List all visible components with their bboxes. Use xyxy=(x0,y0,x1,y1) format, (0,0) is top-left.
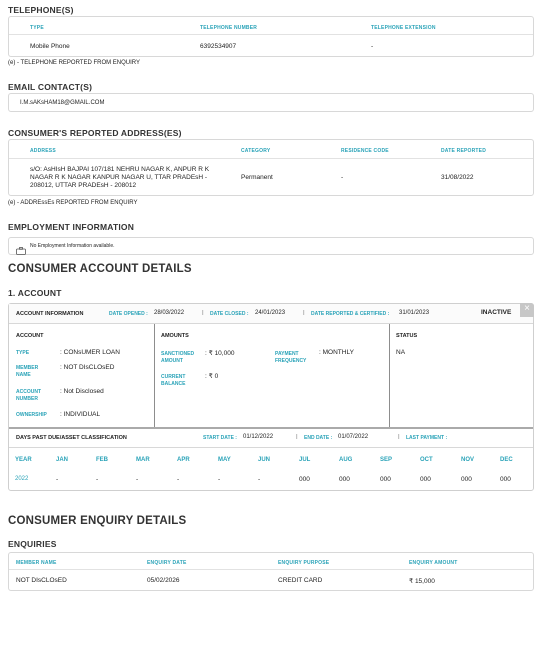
sanctioned-value: : ₹ 10,000 xyxy=(205,350,235,357)
balance-value: : ₹ 0 xyxy=(205,373,219,380)
address-line-3: 208012, UTTAR PRADEsH - 208012 xyxy=(30,182,137,189)
account-info-bar: ACCOUNT INFORMATION DATE OPENED : 28/03/2022 | DATE CLOSED : 24/01/2023 | DATE REPORTED & CERTIFIED : 31/01/2023 INACTIVE × xyxy=(9,304,533,324)
dpd-month-oct: OCT xyxy=(420,457,433,463)
dpd-value-jun: - xyxy=(258,476,261,483)
telephone-header-type: TYPE xyxy=(30,25,44,31)
enquiry-table xyxy=(8,552,534,591)
dpd-start-value: 01/12/2022 xyxy=(243,434,274,440)
dpd-month-jul: JUL xyxy=(299,457,311,463)
dpd-month-aug: AUG xyxy=(339,457,353,463)
enquiry-header-member: MEMBER NAME xyxy=(16,560,57,566)
dpd-month-apr: APR xyxy=(177,457,190,463)
telephone-header-number: TELEPHONE NUMBER xyxy=(200,25,258,31)
telephone-title: TELEPHONE(S) xyxy=(8,5,74,15)
type-label: TYPE xyxy=(16,350,30,356)
balance-label: CURRENT BALANCE xyxy=(161,374,186,387)
status-value: NA xyxy=(396,349,406,356)
account-details-title: CONSUMER ACCOUNT DETAILS xyxy=(8,263,192,275)
enquiry-amount: ₹ 15,000 xyxy=(409,578,435,585)
address-header-residence-code: RESIDENCE CODE xyxy=(341,148,389,154)
dpd-value-jan: - xyxy=(56,476,59,483)
status-badge: INACTIVE xyxy=(481,309,512,316)
type-value: : CONsUMER LOAN xyxy=(60,349,120,356)
dpd-month-mar: MAR xyxy=(136,457,150,463)
dpd-value-nov: 000 xyxy=(461,476,472,483)
dpd-label: DAYS PAST DUE/ASSET CLASSIFICATION xyxy=(16,435,127,441)
employment-title: EMPLOYMENT INFORMATION xyxy=(8,222,135,232)
dpd-year-header: YEAR xyxy=(15,457,32,463)
telephone-number: 6392534907 xyxy=(200,43,237,50)
frequency-label: PAYMENT FREQUENCY xyxy=(275,351,307,364)
telephone-header-extension: TELEPHONE EXTENSION xyxy=(371,25,436,31)
date-opened-label: DATE OPENED : xyxy=(109,311,148,317)
email-title: EMAIL CONTACT(S) xyxy=(8,82,93,92)
dpd-month-jan: JAN xyxy=(56,457,69,463)
date-certified-label: DATE REPORTED & CERTIFIED : xyxy=(311,311,390,317)
account-subtitle: 1. ACCOUNT xyxy=(8,288,62,298)
date-certified-value: 31/01/2023 xyxy=(399,310,430,316)
dpd-start-label: START DATE : xyxy=(203,435,237,441)
telephone-type: Mobile Phone xyxy=(30,43,70,50)
dpd-end-label: END DATE : xyxy=(304,435,333,441)
dpd-year-value: 2022 xyxy=(15,476,29,482)
dpd-last-payment-label: LAST PAYMENT : xyxy=(406,435,448,441)
date-closed-value: 24/01/2023 xyxy=(255,310,286,316)
sanctioned-label: SANCTIONED AMOUNT xyxy=(161,351,195,364)
close-icon[interactable]: × xyxy=(520,303,534,317)
briefcase-icon xyxy=(16,242,26,250)
telephone-extension: - xyxy=(371,43,374,50)
dpd-value-apr: - xyxy=(177,476,180,483)
enquiry-header-date: ENQUIRY DATE xyxy=(147,560,187,566)
dpd-bar: DAYS PAST DUE/ASSET CLASSIFICATION START DATE : 01/12/2022 | END DATE : 01/07/2022 | LAST PAYMENT : xyxy=(9,429,533,448)
enquiries-subtitle: ENQUIRIES xyxy=(8,539,57,549)
telephone-table xyxy=(8,16,534,57)
dpd-value-aug: 000 xyxy=(339,476,350,483)
address-text xyxy=(30,166,209,190)
dpd-value-may: - xyxy=(218,476,221,483)
address-header-category: CATEGORY xyxy=(241,148,271,154)
amounts-col-title: AMOUNTS xyxy=(161,333,189,339)
enquiry-header-amount: ENQUIRY AMOUNT xyxy=(409,560,458,566)
dpd-value-oct: 000 xyxy=(420,476,431,483)
dpd-month-jun: JUN xyxy=(258,457,271,463)
dpd-month-nov: NOV xyxy=(461,457,475,463)
dpd-month-feb: FEB xyxy=(96,457,108,463)
address-note: (e) - ADDREssEs REPORTED FROM ENQUIRY xyxy=(8,200,138,206)
enquiry-date: 05/02/2026 xyxy=(147,577,180,584)
address-header-address: ADDRESS xyxy=(30,148,56,154)
dpd-value-sep: 000 xyxy=(380,476,391,483)
ownership-label: OWNERSHIP xyxy=(16,412,47,418)
enquiry-details-title: CONSUMER ENQUIRY DETAILS xyxy=(8,515,187,527)
date-closed-label: DATE CLOSED : xyxy=(210,311,249,317)
address-category: Permanent xyxy=(241,174,273,181)
enquiry-purpose: CREDIT CARD xyxy=(278,577,323,584)
status-col-title: STATUS xyxy=(396,333,418,339)
enquiry-header-purpose: ENQUIRY PURPOSE xyxy=(278,560,330,566)
ownership-value: : INDIVIDUAL xyxy=(60,411,101,418)
account-card xyxy=(8,303,534,491)
dpd-value-mar: - xyxy=(136,476,139,483)
dpd-month-dec: DEC xyxy=(500,457,513,463)
dpd-end-value: 01/07/2022 xyxy=(338,434,369,440)
account-col-title: ACCOUNT xyxy=(16,333,44,339)
employment-box xyxy=(8,237,534,255)
dpd-month-may: MAY xyxy=(218,457,231,463)
dpd-value-feb: - xyxy=(96,476,99,483)
member-name-value: : NOT DIsCLOsED xyxy=(60,364,115,371)
address-line-1: s/O: AsHIsH BAJPAI 107/181 NEHRU NAGAR K, ANPUR R K xyxy=(30,166,210,173)
address-residence-code: - xyxy=(341,174,344,181)
member-name-label: MEMBER NAME xyxy=(16,365,39,378)
telephone-note: (e) - TELEPHONE REPORTED FROM ENQUIRY xyxy=(8,60,141,66)
account-info-label: ACCOUNT INFORMATION xyxy=(16,311,84,317)
account-number-value: : Not Disclosed xyxy=(60,388,104,395)
enquiry-member: NOT DIsCLOsED xyxy=(16,577,67,584)
address-table xyxy=(8,139,534,196)
address-header-date: DATE REPORTED xyxy=(441,148,487,154)
frequency-value: : MONTHLY xyxy=(319,349,354,356)
address-title: CONSUMER'S REPORTED ADDRESS(ES) xyxy=(8,128,182,138)
address-date-reported: 31/08/2022 xyxy=(441,174,474,181)
account-number-label: ACCOUNT NUMBER xyxy=(16,389,41,402)
address-line-2: NAGAR R K NAGAR KANPUR NAGAR U, TTAR PRADEsH - xyxy=(30,174,208,181)
employment-message: No Employment Information available. xyxy=(30,243,115,249)
date-opened-value: 28/03/2022 xyxy=(154,310,185,316)
dpd-value-jul: 000 xyxy=(299,476,310,483)
dpd-month-sep: SEP xyxy=(380,457,393,463)
email-box xyxy=(8,93,534,112)
dpd-value-dec: 000 xyxy=(500,476,511,483)
email-value: I.M.sAKsHAM18@GMAIL.COM xyxy=(20,100,105,106)
